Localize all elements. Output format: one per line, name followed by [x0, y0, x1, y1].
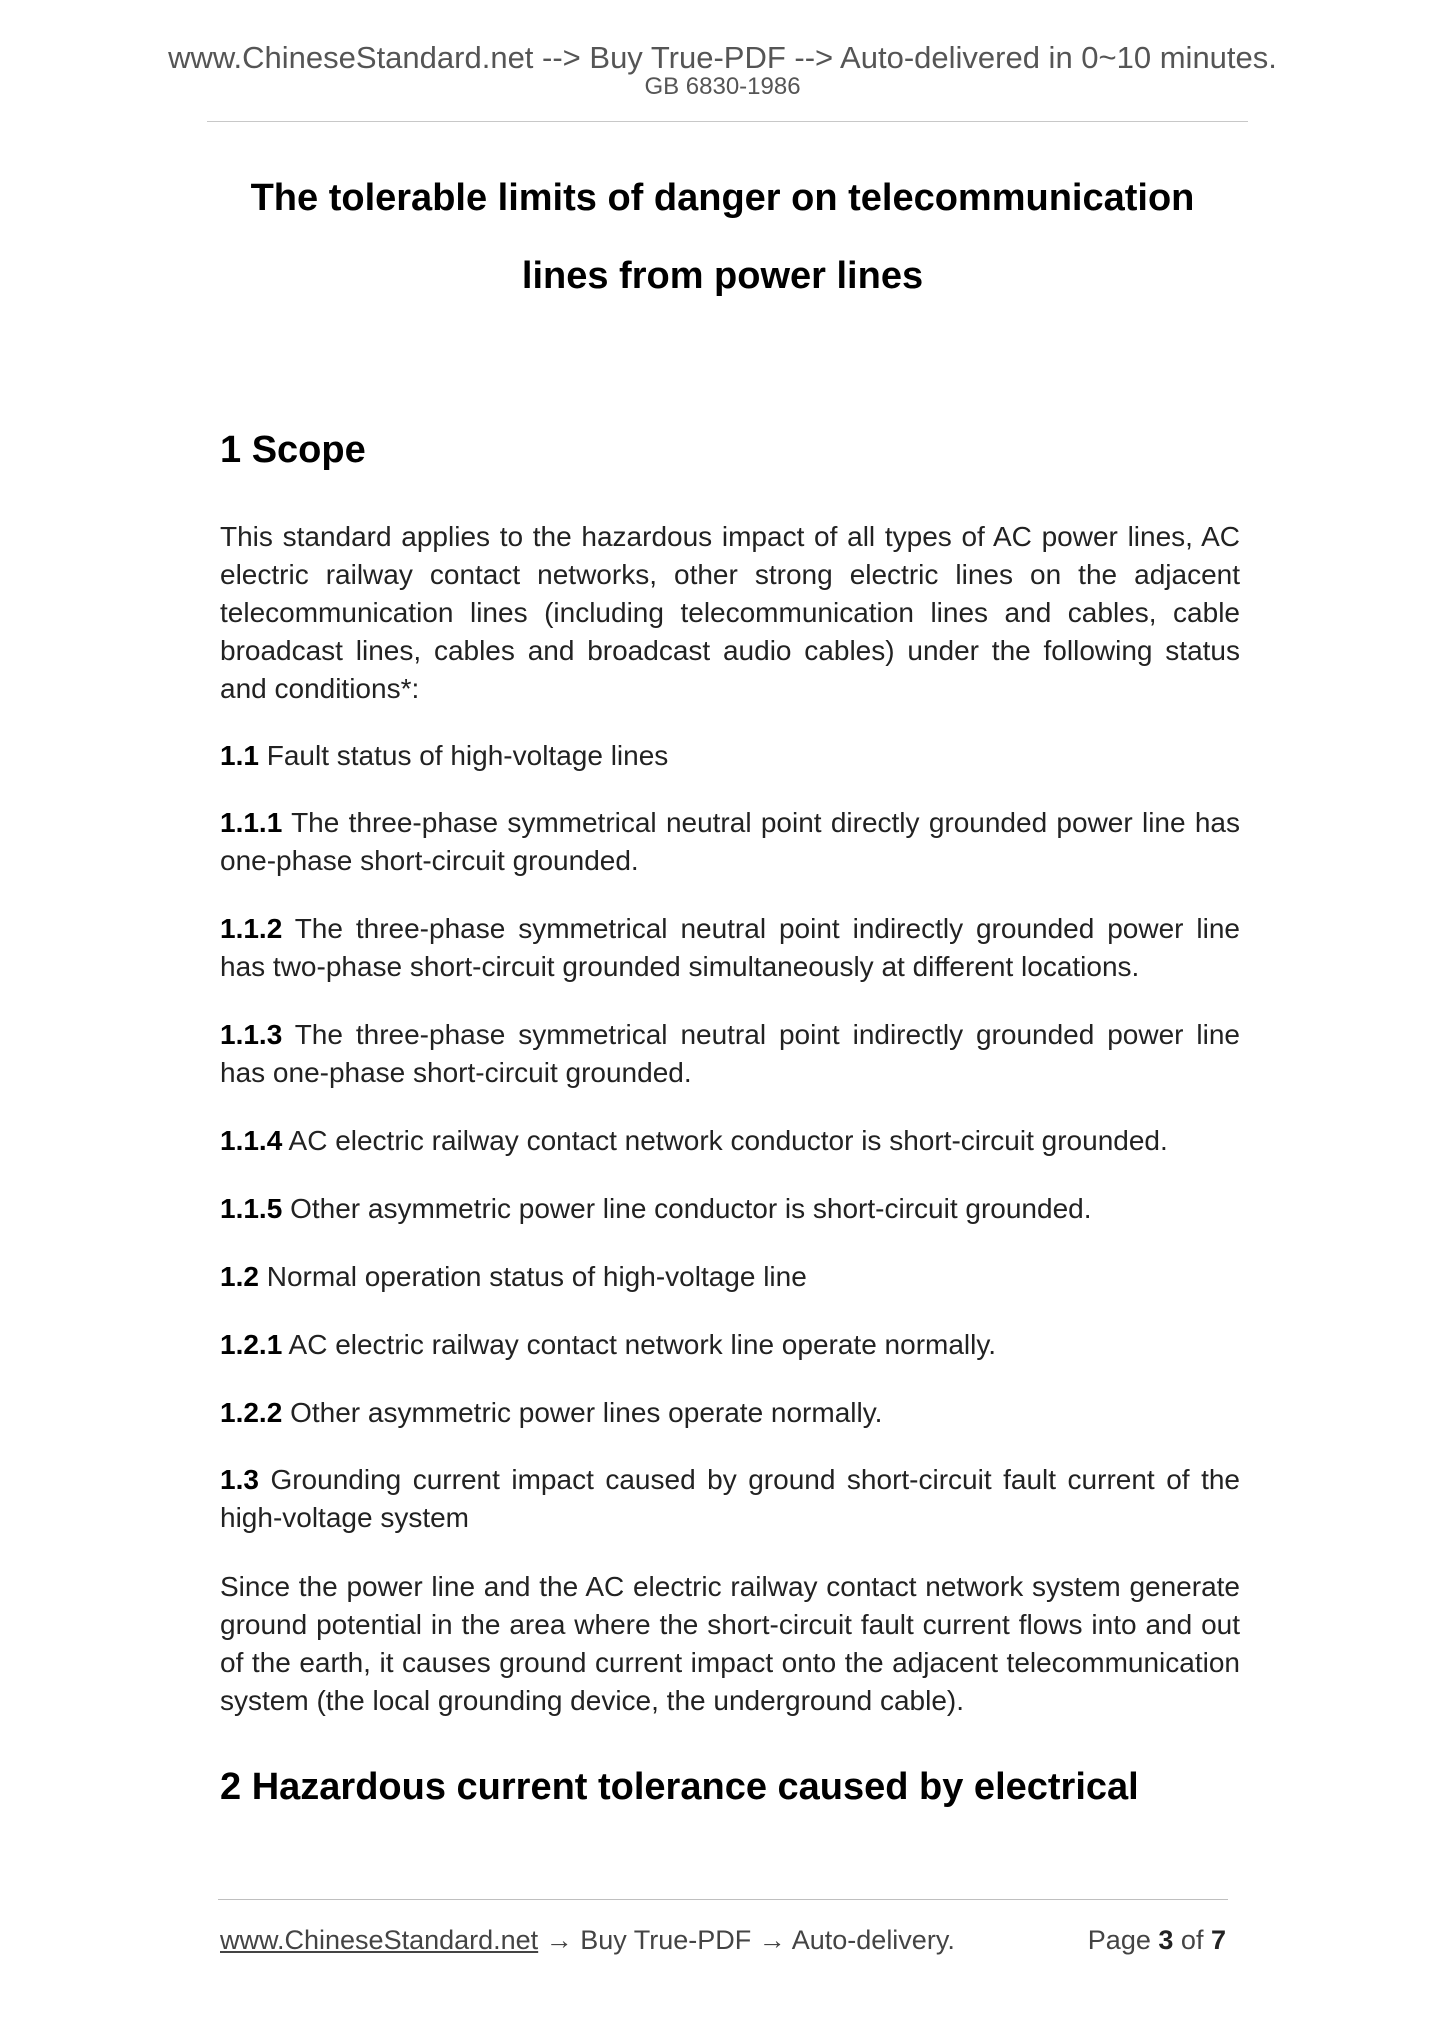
footer-link-suffix: → Buy True-PDF → Auto-delivery.	[538, 1925, 955, 1955]
clause-number: 1.1.5	[220, 1193, 283, 1224]
footer-divider	[218, 1899, 1228, 1900]
section-2-heading	[220, 1764, 1240, 1810]
clause-1-2	[220, 1258, 1240, 1296]
clause-1-1-2	[220, 910, 1240, 986]
clause-1-1	[220, 737, 1240, 775]
clause-number: 1.3	[220, 1464, 259, 1495]
title-line-1: The tolerable limits of danger on telecommunication	[250, 177, 1195, 219]
page-total: 7	[1210, 1925, 1226, 1955]
clause-text: Other asymmetric power lines operate normally.	[290, 1397, 883, 1428]
scope-intro-block	[220, 518, 1240, 708]
clause-number: 1.1.4	[220, 1125, 283, 1156]
clause-text: Other asymmetric power line conductor is short-circuit grounded.	[290, 1193, 1092, 1224]
page-footer	[220, 1923, 1230, 1957]
page-indicator	[1088, 1923, 1226, 1957]
clause-text: AC electric railway contact network line operate normally.	[288, 1329, 997, 1360]
clause-text: Normal operation status of high-voltage line	[266, 1261, 807, 1292]
clause-number: 1.1	[220, 740, 259, 771]
title-line-2: lines from power lines	[521, 255, 924, 297]
page-label: Page	[1087, 1925, 1151, 1955]
closing-paragraph: Since the power line and the AC electric railway contact network system generate ground potential in the area where the short-circuit fault current flows into and out of the earth, it causes ground current impact onto the adjacent telecommunication system (the local grounding device, the underground cable).	[220, 1571, 1240, 1716]
clause-1-1-1	[220, 804, 1240, 880]
section-heading: 2 Hazardous current tolerance caused by electrical	[220, 1766, 1139, 1808]
clause-number: 1.1.1	[220, 807, 283, 838]
clause-1-1-4	[220, 1122, 1240, 1160]
clause-number: 1.1.2	[220, 913, 283, 944]
section-heading: 1 Scope	[220, 429, 366, 471]
clause-1-1-3	[220, 1016, 1240, 1092]
clause-text: The three-phase symmetrical neutral point indirectly grounded power line has one-phase short-circuit grounded.	[220, 1019, 1240, 1088]
page-of: of	[1180, 1925, 1204, 1955]
clause-number: 1.1.3	[220, 1019, 283, 1050]
clause-1-3	[220, 1461, 1240, 1537]
clause-text: Fault status of high-voltage lines	[266, 740, 669, 771]
clause-text: Grounding current impact caused by ground short-circuit fault current of the high-voltage system	[220, 1464, 1240, 1533]
document-title	[120, 168, 1325, 324]
clause-text: The three-phase symmetrical neutral point indirectly grounded power line has two-phase short-circuit grounded simultaneously at different locations.	[220, 913, 1240, 982]
closing-block	[220, 1568, 1240, 1720]
clause-1-1-5	[220, 1190, 1240, 1228]
clause-text: AC electric railway contact network conductor is short-circuit grounded.	[288, 1125, 1168, 1156]
clause-text: The three-phase symmetrical neutral point directly grounded power line has one-phase short-circuit grounded.	[220, 807, 1240, 876]
scope-intro-paragraph: This standard applies to the hazardous impact of all types of AC power lines, AC electric railway contact networks, other strong electric lines on the adjacent telecommunication lines (including telecommunication lines and cables, cable broadcast lines, cables and broadcast audio cables) under the following status and conditions*:	[220, 521, 1240, 704]
section-1-heading	[220, 427, 1240, 473]
site-banner: www.ChineseStandard.net --> Buy True-PDF --> Auto-delivered in 0~10 minutes.	[168, 40, 1277, 75]
standard-id: GB 6830-1986	[644, 73, 801, 100]
clause-1-2-1	[220, 1326, 1240, 1364]
clause-number: 1.2.2	[220, 1397, 283, 1428]
clause-number: 1.2.1	[220, 1329, 283, 1360]
clause-number: 1.2	[220, 1261, 259, 1292]
page-current: 3	[1158, 1925, 1174, 1955]
footer-site-link[interactable]: www.ChineseStandard.net	[220, 1925, 539, 1955]
header-divider	[207, 121, 1248, 122]
clause-1-2-2	[220, 1394, 1240, 1432]
